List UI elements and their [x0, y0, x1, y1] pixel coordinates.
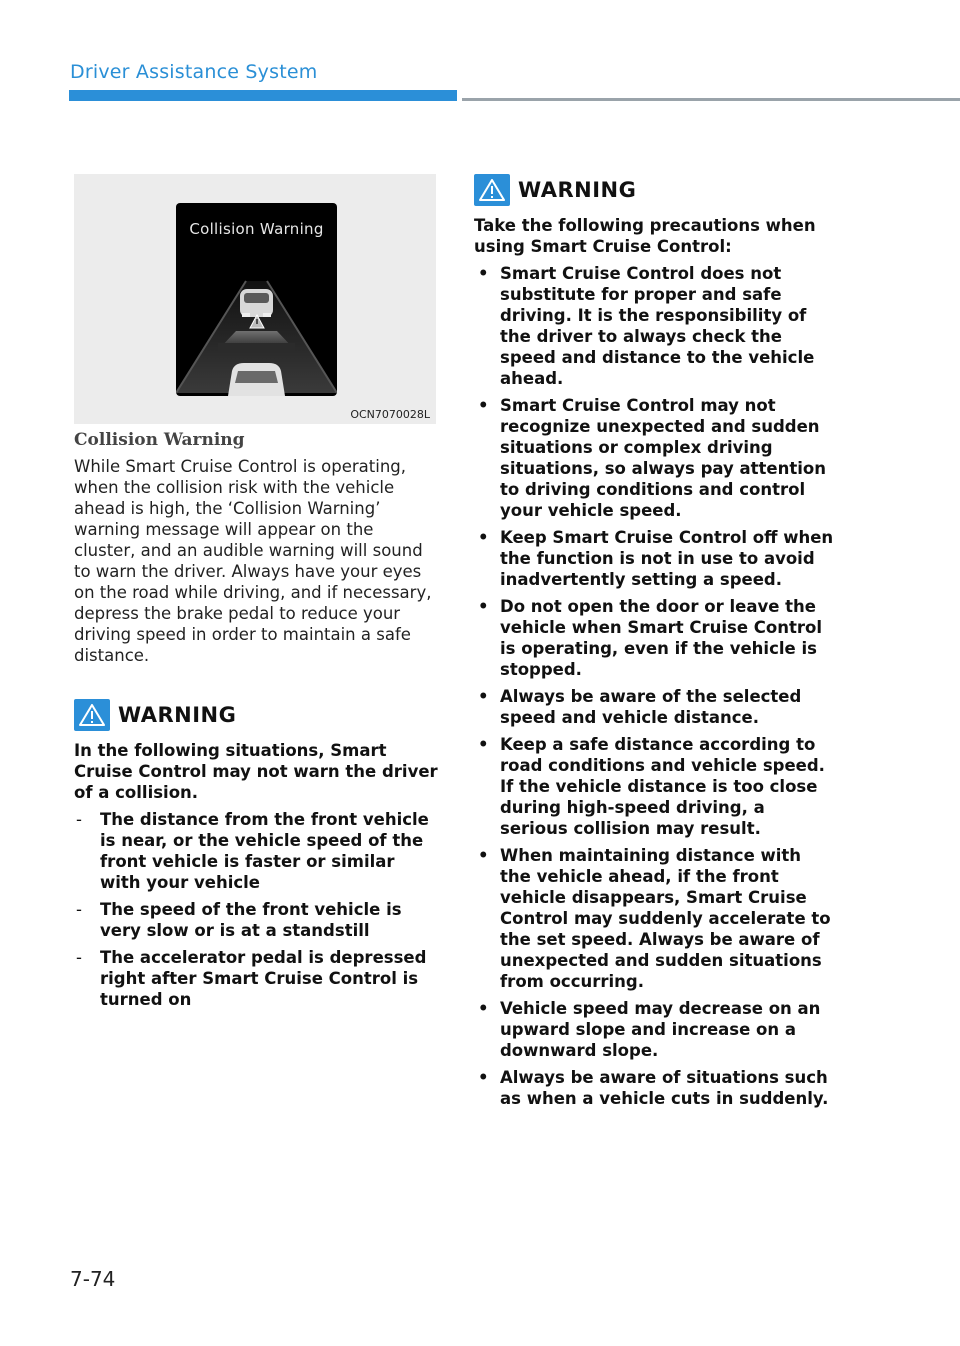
- list-item: [74, 899, 440, 941]
- list-item: [474, 845, 836, 992]
- cluster-figure: [74, 174, 436, 424]
- bullet-marker: •: [478, 597, 489, 616]
- bullet-marker: •: [478, 687, 489, 706]
- bullet-marker: •: [478, 528, 489, 547]
- section-heading: Collision Warning: [74, 430, 245, 450]
- list-item-text: The distance from the front vehicle is near, or the vehicle speed of the front vehicle is faster or similar with your vehicle: [100, 810, 429, 892]
- list-item-text: Smart Cruise Control may not recognize unexpected and sudden situations or complex driving situations, so always pay attention to driving conditions and control your vehicle speed.: [500, 396, 826, 520]
- figure-code: OCN7070028L: [350, 408, 430, 421]
- list-item-text: Always be aware of the selected speed and vehicle distance.: [500, 687, 802, 727]
- own-vehicle-icon: [228, 363, 285, 396]
- header-rule-accent: [69, 90, 457, 101]
- header-title: Driver Assistance System: [70, 61, 318, 83]
- list-item: [474, 998, 836, 1061]
- list-item-text: The speed of the front vehicle is very slow or is at a standstill: [100, 900, 402, 940]
- list-item-text: Do not open the door or leave the vehicle when Smart Cruise Control is operating, even if the vehicle is stopped.: [500, 597, 822, 679]
- page-number: 7-74: [70, 1267, 116, 1291]
- list-item-text: The accelerator pedal is depressed right after Smart Cruise Control is turned on: [100, 948, 427, 1009]
- warning-intro: In the following situations, Smart Cruise Control may not warn the driver of a collision.: [74, 741, 438, 802]
- list-item-text: Always be aware of situations such as when a vehicle cuts in suddenly.: [500, 1068, 829, 1108]
- list-item-text: Keep a safe distance according to road conditions and vehicle speed. If the vehicle distance is too close during high-speed driving, a serious collision may result.: [500, 735, 825, 838]
- collision-section: [74, 430, 440, 666]
- list-item-text: Keep Smart Cruise Control off when the function is not in use to avoid inadvertently setting a speed.: [500, 528, 834, 589]
- warning-box-left: [74, 698, 440, 1016]
- bullet-marker: •: [478, 1068, 489, 1087]
- list-item: [474, 596, 836, 680]
- list-item: [474, 527, 836, 590]
- warning-triangle-icon: [474, 174, 510, 206]
- bullet-marker: •: [478, 264, 489, 283]
- header-rule-gray: [462, 98, 960, 101]
- list-item: [474, 263, 836, 389]
- bullet-marker: •: [478, 396, 489, 415]
- warning-title: WARNING: [518, 178, 637, 202]
- cluster-screen-title: Collision Warning: [189, 220, 324, 238]
- bullet-marker: •: [478, 999, 489, 1018]
- dash-marker: -: [76, 810, 82, 829]
- bullet-marker: •: [478, 735, 489, 754]
- cluster-screen: [176, 203, 337, 396]
- list-item-text: When maintaining distance with the vehicle ahead, if the front vehicle disappears, Smart Cruise Control may suddenly accelerate to the set speed. Always be aware of unexpected and sudden situations from occurring.: [500, 846, 831, 991]
- warning-header: [74, 698, 440, 732]
- list-item: [474, 1067, 836, 1109]
- list-item-text: Smart Cruise Control does not substitute for proper and safe driving. It is the responsibility of the driver to always check the speed and distance to the vehicle ahead.: [500, 264, 815, 388]
- warning-header: [474, 173, 836, 207]
- warning-title: WARNING: [118, 703, 237, 727]
- dash-marker: -: [76, 948, 82, 967]
- list-item-text: Vehicle speed may decrease on an upward slope and increase on a downward slope.: [500, 999, 821, 1060]
- warning-triangle-icon: [74, 699, 110, 731]
- list-item: [74, 809, 440, 893]
- list-item: [74, 947, 440, 1010]
- dash-marker: -: [76, 900, 82, 919]
- warning-list: [474, 263, 836, 1109]
- warning-intro: Take the following precautions when using Smart Cruise Control:: [474, 216, 816, 256]
- warning-list: [74, 809, 440, 1010]
- warning-box-right: [474, 173, 836, 1115]
- list-item: [474, 734, 836, 839]
- front-vehicle-icon: [240, 289, 273, 317]
- bullet-marker: •: [478, 846, 489, 865]
- list-item: [474, 395, 836, 521]
- section-body: While Smart Cruise Control is operating, when the collision risk with the vehicle ahead is high, the ‘Collision Warning’ warning message will appear on the cluster, and an audible warning will sound to warn the driver. Always have your eyes on the road while driving, and if necessary, depress the brake pedal to reduce your driving speed in order to maintain a safe distance.: [74, 457, 432, 665]
- list-item: [474, 686, 836, 728]
